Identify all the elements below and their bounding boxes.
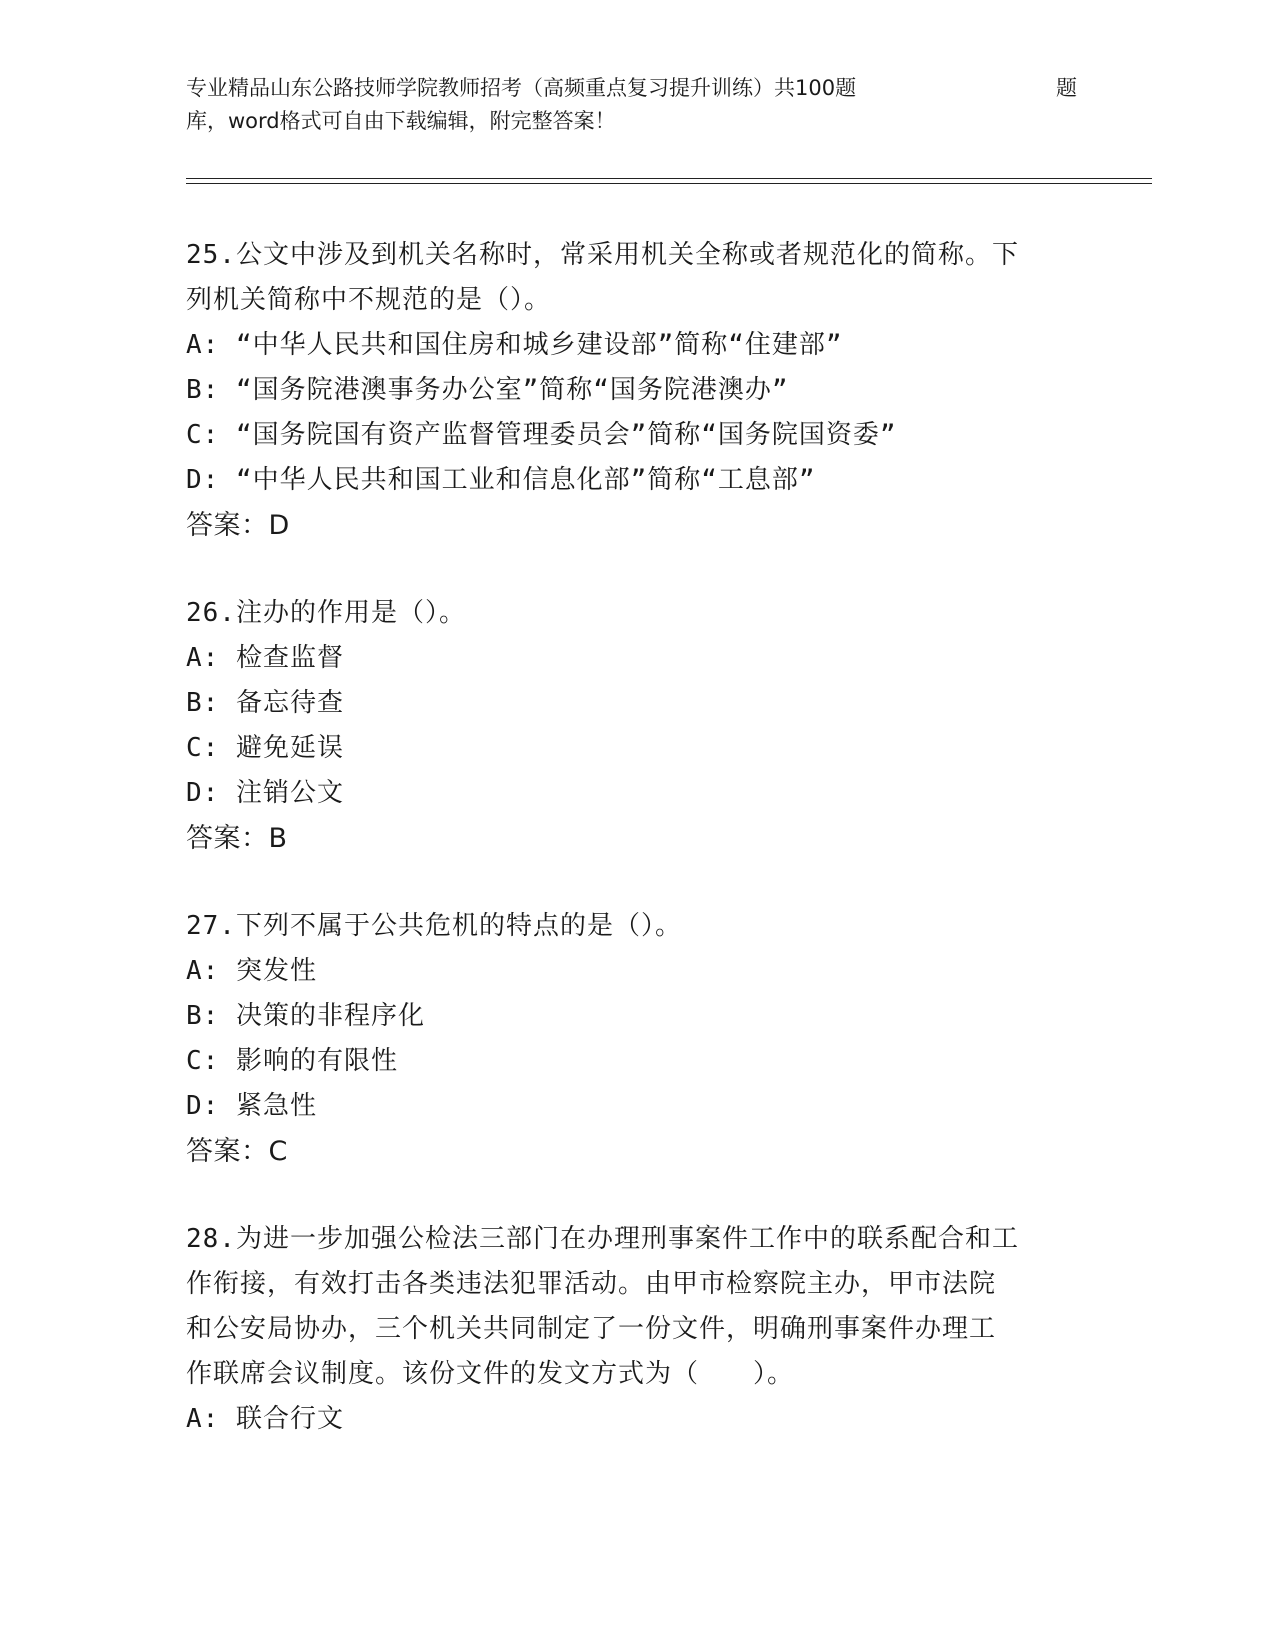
- question-stem: [186, 904, 1076, 949]
- answer: 答案：C: [186, 1136, 288, 1167]
- option-d: D: 注销公文: [186, 778, 344, 808]
- document-header: [186, 72, 1086, 138]
- question-list: [186, 233, 1086, 1485]
- header-line-1: [186, 72, 1086, 105]
- question-stem-line: 27.下列不属于公共危机的特点的是（）。: [186, 911, 682, 941]
- question-25: [186, 233, 1086, 548]
- answer: 答案：B: [186, 823, 288, 854]
- question-stem-line: 和公安局协办，三个机关共同制定了一份文件，明确刑事案件办理工: [186, 1314, 997, 1344]
- header-divider-top: [186, 178, 1152, 179]
- header-title: 专业精品山东公路技师学院教师招考（高频重点复习提升训练）共100题: [186, 76, 857, 100]
- question-stem: [186, 1217, 1076, 1397]
- header-title-tail: 题: [1056, 76, 1077, 100]
- question-27: [186, 904, 1086, 1174]
- question-stem-line: 26.注办的作用是（）。: [186, 598, 466, 628]
- question-stem-line: 作联席会议制度。该份文件的发文方式为（ ）。: [186, 1359, 795, 1389]
- question-stem-line: 25.公文中涉及到机关名称时，常采用机关全称或者规范化的简称。下: [186, 240, 1019, 270]
- option-b: B: “国务院港澳事务办公室”简称“国务院港澳办”: [186, 375, 789, 405]
- question-26: [186, 591, 1086, 861]
- header-divider-bottom: [186, 183, 1152, 184]
- option-a: A: 联合行文: [186, 1404, 344, 1434]
- option-c: C: 影响的有限性: [186, 1046, 398, 1076]
- question-stem: [186, 591, 1076, 636]
- answer: 答案：D: [186, 510, 290, 541]
- option-a: A: 突发性: [186, 956, 317, 986]
- question-stem-line: 作衔接，有效打击各类违法犯罪活动。由甲市检察院主办，甲市法院: [186, 1269, 997, 1299]
- question-stem-line: 28.为进一步加强公检法三部门在办理刑事案件工作中的联系配合和工: [186, 1224, 1019, 1254]
- option-d: D: 紧急性: [186, 1091, 317, 1121]
- question-stem: [186, 233, 1076, 323]
- option-c: C: 避免延误: [186, 733, 344, 763]
- question-28: [186, 1217, 1086, 1442]
- option-a: A: “中华人民共和国住房和城乡建设部”简称“住建部”: [186, 330, 843, 360]
- header-subtitle: 库，word格式可自由下载编辑，附完整答案！: [186, 109, 616, 133]
- option-d: D: “中华人民共和国工业和信息化部”简称“工息部”: [186, 465, 816, 495]
- option-a: A: 检查监督: [186, 643, 344, 673]
- question-stem-line: 列机关简称中不规范的是（）。: [186, 285, 552, 315]
- option-c: C: “国务院国有资产监督管理委员会”简称“国务院国资委”: [186, 420, 897, 450]
- option-b: B: 决策的非程序化: [186, 1001, 425, 1031]
- option-b: B: 备忘待查: [186, 688, 344, 718]
